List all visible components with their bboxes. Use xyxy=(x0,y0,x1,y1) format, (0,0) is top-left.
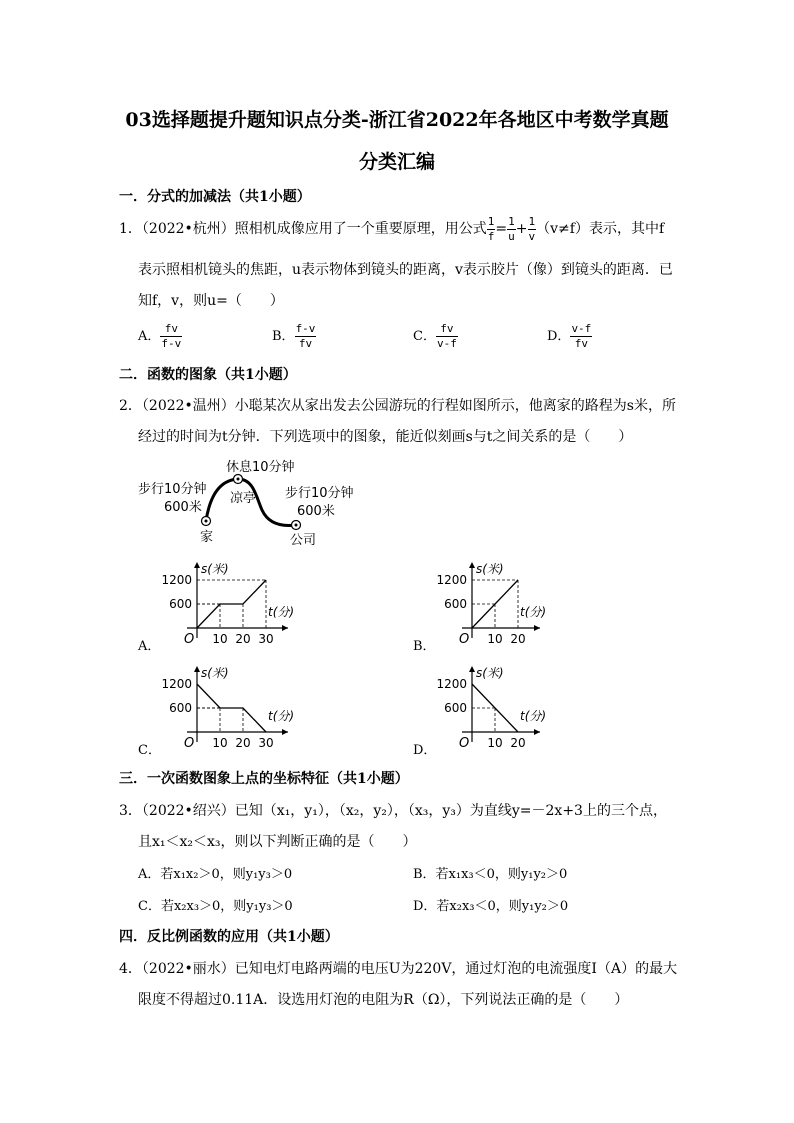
s-axis-label: s(米) xyxy=(476,562,504,576)
map-home-label: 家 xyxy=(200,530,214,545)
x-axis-arrow xyxy=(282,625,288,631)
y-axis-arrow xyxy=(194,562,200,568)
map-walk1-label: 步行10分钟 xyxy=(138,482,207,497)
y-axis-arrow xyxy=(469,562,475,568)
map-company-label: 公司 xyxy=(290,533,317,548)
map-rest-label: 休息10分钟 xyxy=(226,460,295,475)
y-tick-1200: 1200 xyxy=(161,677,192,691)
x-tick-10: 10 xyxy=(212,632,228,646)
pavilion-marker xyxy=(234,475,243,484)
question-3-line2: 且x₁＜x₂＜x₃，则以下判断正确的是（ ） xyxy=(138,834,417,850)
route-map xyxy=(130,455,370,550)
question-1-line3: 知f，v，则u=（ ） xyxy=(138,293,284,309)
q3-option-d[interactable]: D．若x₂x₃＜0，则y₁y₂＞0 xyxy=(413,899,569,914)
q3-option-c[interactable]: C．若x₂x₃＞0，则y₁y₃＞0 xyxy=(138,899,293,914)
q2-option-d-label[interactable]: D． xyxy=(413,743,437,758)
origin-label: O xyxy=(459,736,470,751)
y-tick-600: 600 xyxy=(169,701,192,715)
x-tick-20: 20 xyxy=(235,736,251,750)
q1-formula-lhs: $\frac{1}{f}$ xyxy=(487,214,495,243)
y-axis-arrow xyxy=(194,666,200,672)
q3-option-a[interactable]: A．若x₁x₂＞0，则y₁y₃＞0 xyxy=(138,867,293,882)
home-marker xyxy=(202,517,211,526)
y-tick-1200: 1200 xyxy=(436,677,467,691)
x-tick-10: 10 xyxy=(487,632,503,646)
x-tick-20: 20 xyxy=(510,632,526,646)
map-walk2-label: 步行10分钟 xyxy=(285,486,354,501)
q1-option-b[interactable]: B． $\frac{f-v}{fv}$ xyxy=(272,322,316,350)
origin-label: O xyxy=(184,632,195,647)
q3-option-b[interactable]: B．若x₁x₃＜0，则y₁y₂＞0 xyxy=(413,867,568,882)
y-tick-600: 600 xyxy=(169,597,192,611)
question-2-line2: 经过的时间为t分钟．下列选项中的图象，能近似刻画s与t之间关系的是（ ） xyxy=(138,429,633,445)
x-axis-arrow xyxy=(282,729,288,735)
section-heading-4: 四．反比例函数的应用（共1小题） xyxy=(119,929,339,945)
q1-prefix: 1．（2022•杭州）照相机成像应用了一个重要原理，用公式 xyxy=(119,221,487,237)
origin-label: O xyxy=(459,632,470,647)
map-pavilion-label: 凉亭 xyxy=(230,491,257,506)
graph-option-d[interactable] xyxy=(430,662,580,752)
y-tick-1200: 1200 xyxy=(161,573,192,587)
q2-option-b-label[interactable]: B． xyxy=(413,639,436,654)
company-marker xyxy=(292,521,301,530)
x-tick-20: 20 xyxy=(510,736,526,750)
section-heading-2: 二．函数的图象（共1小题） xyxy=(119,367,297,383)
x-tick-10: 10 xyxy=(487,736,503,750)
t-axis-label: t(分) xyxy=(520,605,547,619)
map-dist1-label: 600米 xyxy=(164,500,202,515)
question-2-line1: 2．（2022•温州）小聪某次从家出发去公园游玩的行程如图所示，他离家的路程为s米，所 xyxy=(119,398,676,414)
s-axis-label: s(米) xyxy=(476,666,504,680)
page-title-line2: 分类汇编 xyxy=(358,151,435,173)
y-tick-600: 600 xyxy=(444,701,467,715)
t-axis-label: t(分) xyxy=(268,709,295,723)
graph-option-b[interactable] xyxy=(430,558,580,648)
y-axis-arrow xyxy=(469,666,475,672)
s-axis-label: s(米) xyxy=(201,562,229,576)
section-heading-1: 一．分式的加减法（共1小题） xyxy=(119,189,311,205)
map-dist2-label: 600米 xyxy=(297,504,335,519)
q1-condition: （v≠f）表示，其中f xyxy=(536,221,665,237)
t-axis-label: t(分) xyxy=(520,709,547,723)
t-axis-label: t(分) xyxy=(268,605,295,619)
question-1-line1: 1．（2022•杭州）照相机成像应用了一个重要原理，用公式 $\frac{1}{f}$ = $\frac{1}{u}$ + $\frac{1}{v}$ （v≠f）表示，其中f xyxy=(119,214,665,243)
q1-formula-term-a: $\frac{1}{u}$ xyxy=(508,214,515,243)
x-tick-20: 20 xyxy=(235,632,251,646)
y-tick-1200: 1200 xyxy=(436,573,467,587)
y-tick-600: 600 xyxy=(444,597,467,611)
q2-option-c-label[interactable]: C． xyxy=(138,743,161,758)
x-axis-arrow xyxy=(534,729,540,735)
graph-option-c[interactable] xyxy=(155,662,305,752)
question-4-line1: 4．（2022•丽水）已知电灯电路两端的电压U为220V，通过灯泡的电流强度I（A）的最大 xyxy=(119,961,678,977)
question-4-line2: 限度不得超过0.11A．设选用灯泡的电阻为R（Ω），下列说法正确的是（ ） xyxy=(138,992,629,1008)
s-axis-label: s(米) xyxy=(201,666,229,680)
q1-option-d[interactable]: D． $\frac{v-f}{fv}$ xyxy=(547,322,592,350)
q1-option-c[interactable]: C． $\frac{fv}{v-f}$ xyxy=(413,322,457,350)
question-3-line1: 3．（2022•绍兴）已知（x₁，y₁），（x₂，y₂），（x₃，y₃）为直线y=－2x+3上的三个点， xyxy=(119,803,667,819)
x-tick-10: 10 xyxy=(212,736,228,750)
page-title: 03选择题提升题知识点分类-浙江省2022年各地区中考数学真题 xyxy=(125,109,669,131)
graph-option-a[interactable] xyxy=(155,558,305,648)
q2-option-a-label[interactable]: A． xyxy=(138,639,161,654)
x-axis-arrow xyxy=(534,625,540,631)
origin-label: O xyxy=(184,736,195,751)
x-tick-30: 30 xyxy=(258,632,274,646)
section-heading-3: 三．一次函数图象上点的坐标特征（共1小题） xyxy=(119,771,409,787)
q1-formula-term-b: $\frac{1}{v}$ xyxy=(528,214,536,243)
q1-option-a[interactable]: A． $\frac{fv}{f-v}$ xyxy=(138,322,182,350)
x-tick-30: 30 xyxy=(258,736,274,750)
question-1-line2: 表示照相机镜头的焦距，u表示物体到镜头的距离，v表示胶片（像）到镜头的距离．已 xyxy=(138,262,673,278)
